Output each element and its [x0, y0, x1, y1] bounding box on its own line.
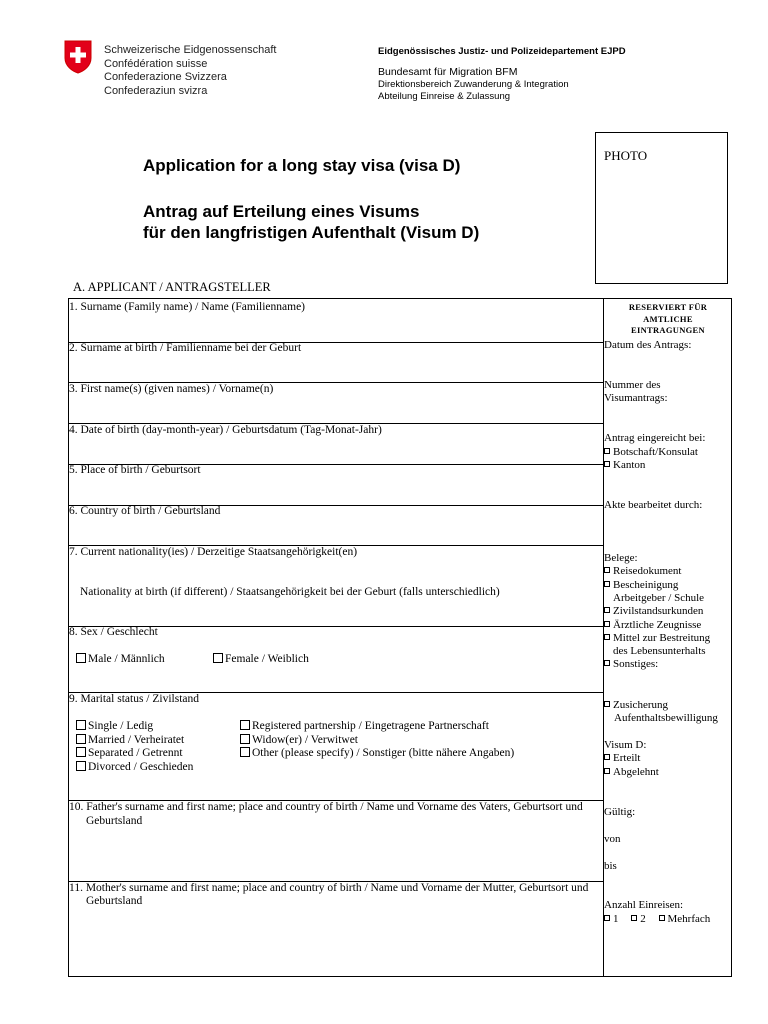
field-first-names[interactable]: 3. First name(s) (given names) / Vorname(n): [69, 383, 274, 395]
sex-option-female[interactable]: [213, 653, 309, 666]
option-label: Mittel zur Bestreitung: [613, 632, 711, 644]
option-label: Single / Ledig: [88, 720, 154, 732]
office-line: Abteilung Einreise & Zulassung: [378, 91, 511, 102]
field-marital-status: 9. Marital status / Zivilstand: [69, 693, 199, 705]
office-line: Direktionsbereich Zuwanderung & Integration: [378, 78, 569, 90]
agency-line: Confederaziun svizra: [104, 84, 208, 97]
checkbox[interactable]: [213, 653, 223, 663]
marital-option-partnership[interactable]: [240, 720, 489, 733]
field-place-of-birth[interactable]: 5. Place of birth / Geburtsort: [69, 464, 201, 476]
reserved-nummer-2: Visumantrags:: [604, 392, 668, 404]
checkbox[interactable]: [604, 754, 610, 760]
option-label: Reisedokument: [613, 565, 682, 577]
checkbox[interactable]: [76, 734, 86, 744]
checkbox[interactable]: [604, 701, 610, 707]
option-label: Ärztliche Zeugnisse: [613, 619, 702, 631]
option-label: Divorced / Geschieden: [88, 761, 194, 773]
option-label: 2: [640, 913, 646, 925]
reserved-arbeitgeber: Arbeitgeber / Schule: [613, 592, 705, 604]
reserved-mittel[interactable]: [604, 632, 710, 646]
option-label: Mehrfach: [667, 913, 711, 925]
checkbox[interactable]: [604, 448, 610, 454]
field-mother-name[interactable]: 11. Mother's surname and first name; place and country of birth / Name und Vorname der Mutter, Geburtsort und: [69, 882, 589, 894]
field-father-name-cont: Geburtsland: [86, 815, 143, 827]
checkbox[interactable]: [604, 607, 610, 613]
option-label: Kanton: [613, 459, 646, 471]
reserved-anzahl: Anzahl Einreisen:: [604, 899, 684, 911]
field-father-name[interactable]: 10. Father's surname and first name; place and country of birth / Name und Vorname des Vaters, Geburtsort und: [69, 801, 583, 813]
title-german-2: für den langfristigen Aufenthalt (Visum D): [143, 223, 480, 242]
agency-line: Confédération suisse: [104, 57, 208, 70]
checkbox[interactable]: [604, 461, 610, 467]
field-sex: 8. Sex / Geschlecht: [69, 626, 158, 638]
reserved-aufenthalt: Aufenthaltsbewilligung: [614, 712, 718, 724]
marital-option-married[interactable]: [76, 734, 184, 747]
photo-label: PHOTO: [604, 148, 648, 163]
option-label: Botschaft/Konsulat: [613, 446, 698, 458]
reserved-erteilt[interactable]: [604, 752, 641, 766]
option-label: Other (please specify) / Sonstiger (bitte nähere Angaben): [252, 747, 515, 759]
checkbox[interactable]: [604, 621, 610, 627]
reserved-eingereicht: Antrag eingereicht bei:: [604, 432, 706, 444]
marital-option-other[interactable]: [240, 747, 514, 760]
marital-option-single[interactable]: [76, 720, 153, 733]
marital-option-divorced[interactable]: [76, 761, 193, 774]
sex-option-male[interactable]: [76, 653, 165, 666]
checkbox[interactable]: [631, 915, 637, 921]
title-english: Application for a long stay visa (visa D): [143, 156, 461, 175]
marital-option-separated[interactable]: [76, 747, 183, 760]
option-label: Separated / Getrennt: [88, 747, 183, 759]
checkbox[interactable]: [240, 734, 250, 744]
checkbox[interactable]: [240, 747, 250, 757]
agency-name: [104, 44, 276, 98]
field-country-of-birth[interactable]: 6. Country of birth / Geburtsland: [69, 505, 221, 517]
swiss-coat-of-arms-icon: [64, 40, 92, 74]
title-german-1: Antrag auf Erteilung eines Visums: [143, 202, 420, 221]
reserved-heading-line: RESERVIERT FÜR AMTLICHE: [628, 302, 708, 324]
option-label: Male / Männlich: [88, 653, 165, 665]
checkbox[interactable]: [604, 581, 610, 587]
agency-line: Schweizerische Eidgenossenschaft: [104, 44, 277, 56]
checkbox[interactable]: [659, 915, 665, 921]
checkbox[interactable]: [604, 915, 610, 921]
checkbox[interactable]: [604, 634, 610, 640]
reserved-aerztliche[interactable]: [604, 619, 701, 633]
checkbox[interactable]: [604, 567, 610, 573]
reserved-von: von: [604, 833, 621, 845]
reserved-bescheinigung[interactable]: [604, 579, 678, 593]
reserved-reisedokument[interactable]: [604, 565, 681, 579]
reserved-heading-line: EINTRAGUNGEN: [631, 325, 705, 335]
option-label: Registered partnership / Eingetragene Partnerschaft: [252, 720, 489, 732]
section-heading: A. APPLICANT / ANTRAGSTELLER: [73, 280, 271, 294]
option-label: Zivilstandsurkunden: [613, 605, 704, 617]
field-date-of-birth[interactable]: 4. Date of birth (day-month-year) / Geburtsdatum (Tag-Monat-Jahr): [69, 424, 382, 436]
checkbox[interactable]: [604, 768, 610, 774]
checkbox[interactable]: [76, 747, 86, 757]
option-label: Married / Verheiratet: [88, 734, 185, 746]
option-label: Abgelehnt: [613, 766, 659, 778]
option-label: Bescheinigung: [613, 579, 679, 591]
reserved-zivilstand[interactable]: [604, 605, 703, 619]
option-label: Sonstiges:: [613, 658, 659, 670]
office-line: Bundesamt für Migration BFM: [378, 66, 518, 78]
reserved-botschaft[interactable]: [604, 446, 698, 460]
field-surname-at-birth[interactable]: 2. Surname at birth / Familienname bei der Geburt: [69, 342, 302, 354]
field-mother-name-cont: Geburtsland: [86, 895, 143, 907]
option-label: Widow(er) / Verwitwet: [252, 734, 358, 746]
option-label: Female / Weiblich: [225, 653, 309, 665]
checkbox[interactable]: [76, 720, 86, 730]
reserved-visum-d: Visum D:: [604, 739, 647, 751]
reserved-bis: bis: [604, 860, 617, 872]
reserved-lebensunterhalt: des Lebensunterhalts: [613, 645, 706, 657]
checkbox[interactable]: [76, 653, 86, 663]
reserved-abgelehnt[interactable]: [604, 766, 659, 780]
agency-line: Confederazione Svizzera: [104, 71, 227, 83]
checkbox[interactable]: [604, 660, 610, 666]
field-nationality-at-birth[interactable]: Nationality at birth (if different) / Staatsangehörigkeit bei der Geburt (falls unterschiedlich): [80, 586, 500, 598]
field-surname[interactable]: 1. Surname (Family name) / Name (Familienname): [69, 301, 306, 313]
field-current-nationality[interactable]: 7. Current nationality(ies) / Derzeitige Staatsangehörigkeit(en): [69, 546, 358, 558]
option-label: 1: [613, 913, 619, 925]
reserved-nummer: Nummer des: [604, 379, 661, 391]
checkbox[interactable]: [76, 761, 86, 771]
department-name: Eidgenössisches Justiz- und Polizeidepartement EJPD: [378, 46, 626, 57]
photo-box[interactable]: [595, 132, 728, 284]
checkbox[interactable]: [240, 720, 250, 730]
reserved-heading: [604, 302, 732, 337]
option-label: Zusicherung: [613, 699, 668, 711]
reserved-kanton[interactable]: [604, 459, 645, 473]
reserved-gueltig: Gültig:: [604, 806, 636, 818]
reserved-akte: Akte bearbeitet durch:: [604, 499, 703, 511]
reserved-sonstiges[interactable]: [604, 658, 658, 672]
option-label: Erteilt: [613, 752, 641, 764]
reserved-zusicherung[interactable]: [604, 699, 668, 713]
office-block: [378, 66, 569, 104]
reserved-entries[interactable]: [604, 913, 710, 927]
marital-option-widowed[interactable]: [240, 734, 358, 747]
reserved-belege: Belege:: [604, 552, 638, 564]
reserved-datum: Datum des Antrags:: [604, 339, 692, 351]
